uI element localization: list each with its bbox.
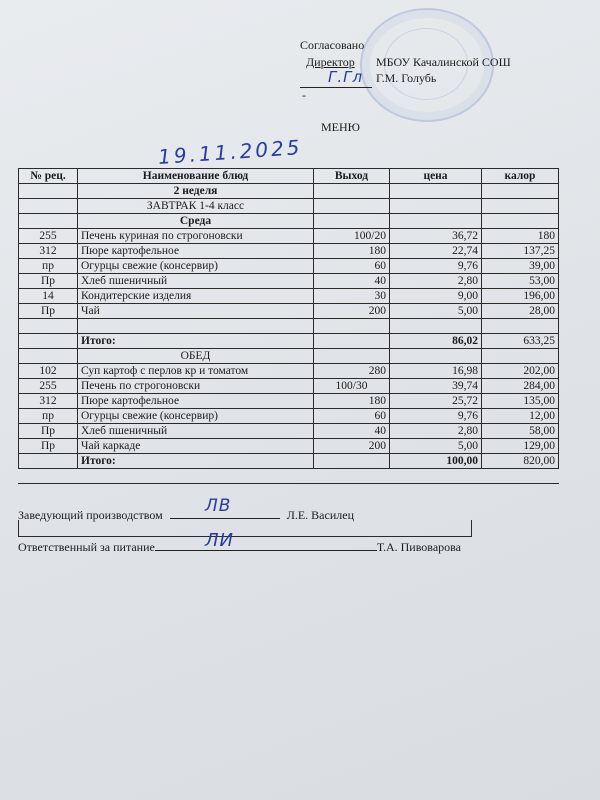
approval-dash: -: [302, 88, 306, 102]
cell-rec: 255: [19, 229, 78, 244]
cell-rec: 312: [19, 244, 78, 259]
production-manager-label: Заведующий производством: [18, 508, 163, 522]
cell-name: Пюре картофельное: [78, 394, 314, 409]
cell-rec: Пр: [19, 304, 78, 319]
table-row: [19, 304, 559, 319]
cell-name: Печень куриная по строгоновски: [78, 229, 314, 244]
cell-kcal: 180: [482, 229, 559, 244]
director-signature: Г.Гл: [328, 68, 364, 86]
cell-output: 40: [314, 424, 390, 439]
week-label: 2 неделя: [78, 184, 314, 199]
empty-row: [19, 319, 559, 334]
table-row: [19, 229, 559, 244]
production-manager-name: Л.Е. Василец: [286, 508, 354, 522]
day-label: Среда: [78, 214, 314, 229]
cell-name: Огурцы свежие (консервир): [78, 259, 314, 274]
table-row: [19, 424, 559, 439]
lunch-title: ОБЕД: [78, 349, 314, 364]
header-name: Наименование блюд: [78, 169, 314, 184]
cell-kcal: 39,00: [482, 259, 559, 274]
header-kcal: калор: [482, 169, 559, 184]
nutrition-signature: ЛИ: [205, 530, 234, 551]
table-row: [19, 409, 559, 424]
cell-rec: 312: [19, 394, 78, 409]
cell-rec: Пр: [19, 424, 78, 439]
cell-rec: пр: [19, 409, 78, 424]
cell-price: 9,76: [390, 259, 482, 274]
handwritten-date: 19.11.2025: [157, 134, 304, 170]
cell-price: 5,00: [390, 439, 482, 454]
director-name: Г.М. Голубь: [376, 71, 437, 85]
cell-price: 5,00: [390, 304, 482, 319]
production-manager-line: [18, 508, 354, 523]
nutrition-officer-name: Т.А. Пивоварова: [376, 540, 461, 554]
page-title: МЕНЮ: [321, 120, 360, 134]
spacer-row: [19, 469, 559, 484]
cell-rec: 255: [19, 379, 78, 394]
breakfast-total-label: Итого:: [78, 334, 314, 349]
table-row: [19, 259, 559, 274]
cell-name: Чай каркаде: [78, 439, 314, 454]
cell-rec: 102: [19, 364, 78, 379]
approval-position: Директор: [306, 55, 355, 69]
nutrition-officer-label: Ответственный за питание: [18, 540, 155, 554]
cell-name: Огурцы свежие (консервир): [78, 409, 314, 424]
cell-kcal: 202,00: [482, 364, 559, 379]
nutrition-officer-line: [18, 540, 461, 555]
cell-rec: 14: [19, 289, 78, 304]
table-row: [19, 289, 559, 304]
cell-output: 60: [314, 409, 390, 424]
cell-price: 25,72: [390, 394, 482, 409]
cell-price: 2,80: [390, 274, 482, 289]
table-row: [19, 364, 559, 379]
cell-name: Суп картоф с перлов кр и томатом: [78, 364, 314, 379]
cell-kcal: 137,25: [482, 244, 559, 259]
cell-kcal: 53,00: [482, 274, 559, 289]
cell-name: Кондитерские изделия: [78, 289, 314, 304]
lunch-total-label: Итого:: [78, 454, 314, 469]
cell-output: 60: [314, 259, 390, 274]
approval-school: МБОУ Качалинской СОШ: [376, 55, 511, 69]
cell-rec: Пр: [19, 439, 78, 454]
cell-name: Чай: [78, 304, 314, 319]
cell-rec: Пр: [19, 274, 78, 289]
breakfast-total-kcal: 633,25: [482, 334, 559, 349]
table-row: [19, 439, 559, 454]
cell-output: 180: [314, 244, 390, 259]
approval-agreed: Согласовано: [300, 38, 365, 52]
cell-rec: пр: [19, 259, 78, 274]
menu-table: [18, 168, 559, 484]
cell-output: 180: [314, 394, 390, 409]
cell-kcal: 135,00: [482, 394, 559, 409]
table-row: [19, 244, 559, 259]
breakfast-total-price: 86,02: [390, 334, 482, 349]
lunch-title-row: [19, 349, 559, 364]
cell-output: 40: [314, 274, 390, 289]
table-header-row: [19, 169, 559, 184]
cell-price: 9,00: [390, 289, 482, 304]
cell-name: Хлеб пшеничный: [78, 424, 314, 439]
director-signature-line: [300, 87, 372, 88]
cell-kcal: 284,00: [482, 379, 559, 394]
cell-output: 100/30: [314, 379, 390, 394]
breakfast-title: ЗАВТРАК 1-4 класс: [78, 199, 314, 214]
cell-output: 30: [314, 289, 390, 304]
day-row: [19, 214, 559, 229]
cell-price: 36,72: [390, 229, 482, 244]
cell-kcal: 129,00: [482, 439, 559, 454]
cell-kcal: 58,00: [482, 424, 559, 439]
cell-price: 16,98: [390, 364, 482, 379]
cell-price: 2,80: [390, 424, 482, 439]
cell-kcal: 12,00: [482, 409, 559, 424]
cell-kcal: 196,00: [482, 289, 559, 304]
table-row: [19, 379, 559, 394]
cell-output: 280: [314, 364, 390, 379]
cell-output: 100/20: [314, 229, 390, 244]
breakfast-title-row: [19, 199, 559, 214]
cell-output: 200: [314, 439, 390, 454]
header-output: Выход: [314, 169, 390, 184]
lunch-total-price: 100,00: [390, 454, 482, 469]
header-rec: № рец.: [19, 169, 78, 184]
lunch-total-row: [19, 454, 559, 469]
cell-price: 22,74: [390, 244, 482, 259]
week-row: [19, 184, 559, 199]
breakfast-total-row: [19, 334, 559, 349]
cell-price: 9,76: [390, 409, 482, 424]
cell-name: Пюре картофельное: [78, 244, 314, 259]
lunch-total-kcal: 820,00: [482, 454, 559, 469]
table-row: [19, 394, 559, 409]
header-price: цена: [390, 169, 482, 184]
table-row: [19, 274, 559, 289]
production-signature-line: [170, 518, 280, 519]
nutrition-signature-line: [155, 550, 377, 551]
cell-name: Печень по строгоновски: [78, 379, 314, 394]
cell-name: Хлеб пшеничный: [78, 274, 314, 289]
production-signature: ЛВ: [205, 496, 232, 516]
cell-price: 39,74: [390, 379, 482, 394]
cell-output: 200: [314, 304, 390, 319]
cell-kcal: 28,00: [482, 304, 559, 319]
